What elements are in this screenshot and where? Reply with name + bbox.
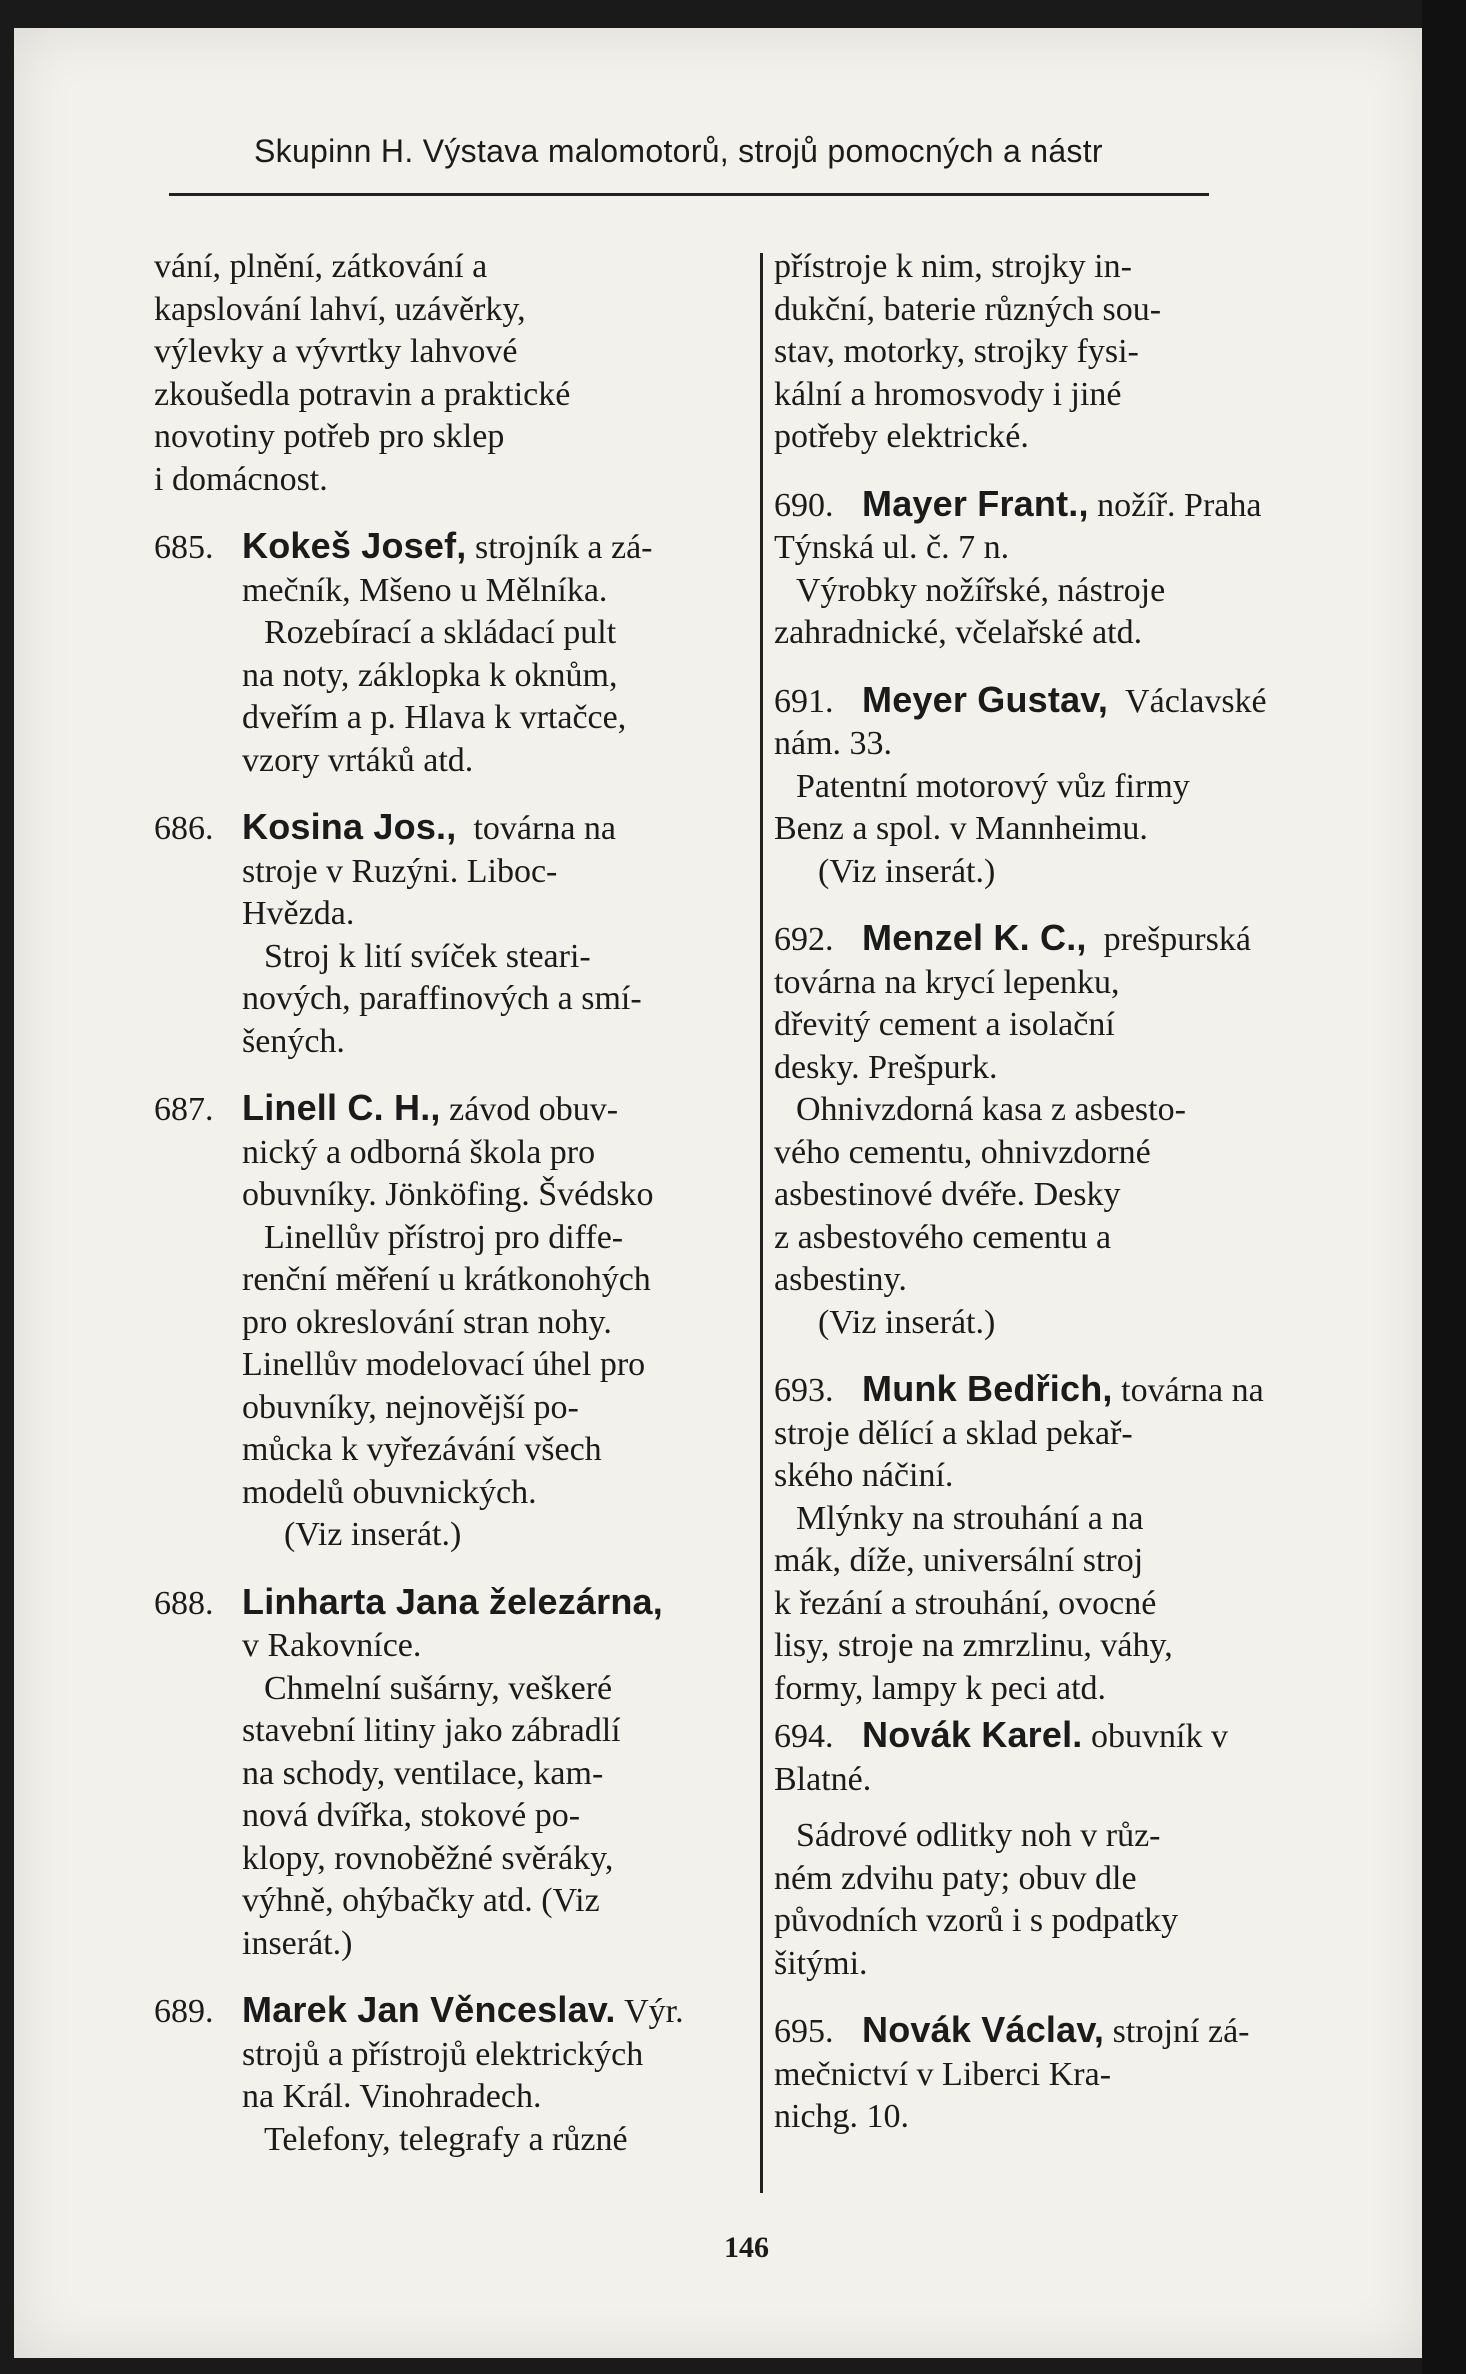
text-line: továrna na	[1121, 1372, 1264, 1409]
entry-number: 695.	[774, 2013, 834, 2050]
exhibitor-name: Menzel K. C.,	[862, 917, 1087, 958]
text-line: stav, motorky, strojky fysi-	[774, 333, 1139, 370]
catalog-entry	[774, 483, 1374, 655]
description-line: inserát.)	[242, 1924, 353, 1962]
continuation-text	[154, 246, 744, 501]
text-line: strojů a přístrojů elektrických	[242, 2035, 644, 2073]
description-line: klopy, rovnoběžné svěráky,	[242, 1839, 614, 1877]
description-line: modelů obuvnických.	[242, 1473, 537, 1511]
catalog-entry	[154, 1087, 744, 1557]
text-line: nožíř. Praha	[1097, 486, 1262, 524]
exhibitor-name: Linharta Jana železárna,	[242, 1580, 663, 1622]
entry-number: 687.	[154, 1091, 214, 1128]
catalog-entry	[154, 1989, 744, 2161]
text-line: nický a odborná škola pro	[242, 1133, 596, 1171]
description-line: Linellův přístroj pro diffe-	[264, 1218, 624, 1256]
description-line: Linellův modelovací úhel pro	[242, 1346, 646, 1383]
text-line: kální a hromosvody i jiné	[774, 375, 1122, 413]
entry-number: 694.	[774, 1718, 834, 1755]
continuation-text	[774, 246, 1374, 459]
see-advert-note: (Viz inserát.)	[818, 1303, 996, 1341]
text-line: nichg. 10.	[774, 2098, 910, 2135]
exhibitor-name: Munk Bedřich,	[862, 1368, 1113, 1409]
description-line: můcka k vyřezávání všech	[242, 1431, 602, 1468]
description-line: obuvníky, nejnovější po-	[242, 1388, 579, 1426]
text-line: stroje v Ruzýni. Liboc-	[242, 852, 558, 890]
catalog-entry	[154, 806, 744, 1063]
catalog-entry	[154, 1581, 744, 1966]
text-line: mečník, Mšeno u Mělníka.	[242, 571, 608, 609]
description-line: na schody, ventilace, kam-	[242, 1754, 604, 1792]
text-line: potřeby elektrické.	[774, 418, 1029, 455]
text-line: Výr.	[624, 1993, 684, 2030]
text-line: strojník a zá-	[475, 529, 653, 566]
exhibitor-name: Mayer Frant.,	[862, 482, 1089, 524]
catalog-entry	[154, 525, 744, 782]
exhibitor-name: Kosina Jos.,	[242, 806, 457, 847]
description-line: asbestinové dvéře. Desky	[774, 1176, 1121, 1213]
text-line: továrna na	[473, 810, 617, 847]
description-line: z asbestového cementu a	[774, 1218, 1112, 1256]
running-head: Skupinn H. Výstava malomotorů, strojů pomocných a nástr	[254, 133, 1103, 169]
exhibitor-name: Marek Jan Věnceslav.	[242, 1989, 616, 2030]
text-line: přístroje k nim, strojky in-	[774, 248, 1132, 285]
description-line: lisy, stroje na zmrzlinu, váhy,	[774, 1627, 1173, 1664]
description-line: nových, paraffinových a smí-	[242, 980, 642, 1017]
entry-number: 685.	[154, 529, 214, 566]
text-line: na Král. Vinohradech.	[242, 2078, 542, 2115]
text-line: vání, plnění, zátkování a	[154, 248, 488, 285]
description-line: Mlýnky na strouhání a na	[796, 1499, 1144, 1537]
exhibitor-name: Meyer Gustav,	[862, 678, 1109, 720]
description-line: Rozebírací a skládací pult	[264, 614, 617, 651]
left-column	[154, 246, 744, 2161]
catalog-entry	[774, 1714, 1374, 1985]
description-line: Patentní motorový vůz firmy	[796, 767, 1190, 805]
text-line: mečnictví v Liberci Kra-	[774, 2055, 1112, 2093]
entry-number: 691.	[774, 682, 834, 720]
description-line: mák, díže, universální stroj	[774, 1542, 1144, 1579]
catalog-entry	[774, 2009, 1374, 2139]
description-line: renční měření u krátkonohých	[242, 1261, 651, 1298]
text-line: dukční, baterie různých sou-	[774, 290, 1162, 328]
exhibitor-name: Linell C. H.,	[242, 1087, 441, 1128]
description-line: dveřím a p. Hlava k vrtačce,	[242, 699, 627, 736]
catalog-entry	[774, 1368, 1374, 1710]
header-rule	[169, 193, 1209, 196]
description-line: Stroj k lití svíček steari-	[264, 937, 591, 975]
text-line: prešpurská	[1103, 921, 1251, 958]
entry-number: 688.	[154, 1584, 214, 1622]
see-advert-note: (Viz inserát.)	[818, 852, 996, 890]
text-line: novotiny potřeb pro sklep	[154, 418, 505, 455]
text-line: desky. Prešpurk.	[774, 1048, 998, 1086]
entry-number: 686.	[154, 810, 214, 847]
text-line: ského náčiní.	[774, 1457, 954, 1494]
description-line: ném zdvihu paty; obuv dle	[774, 1859, 1137, 1897]
entry-number: 690.	[774, 486, 834, 524]
description-line: asbestiny.	[774, 1261, 907, 1298]
text-line: obuvník v	[1091, 1718, 1228, 1755]
text-line: Hvězda.	[242, 895, 355, 932]
scan-border	[1422, 0, 1466, 2374]
text-line: Blatné.	[774, 1760, 872, 1798]
description-line: Sádrové odlitky noh v růz-	[796, 1817, 1161, 1854]
text-line: Václavské	[1125, 682, 1267, 720]
description-line: pro okreslování stran nohy.	[242, 1303, 612, 1341]
right-column	[774, 246, 1374, 2139]
text-line: strojní zá-	[1112, 2013, 1250, 2050]
text-line: závod obuv-	[449, 1091, 619, 1128]
description-line: Telefony, telegrafy a různé	[264, 2120, 628, 2158]
text-line: Týnská ul. č. 7 n.	[774, 529, 1010, 566]
entry-number: 693.	[774, 1372, 834, 1409]
text-line: výlevky a vývrtky lahvové	[154, 333, 518, 370]
description-line: vého cementu, ohnivzdorné	[774, 1133, 1151, 1171]
description-line: původních vzorů i s podpatky	[774, 1902, 1179, 1939]
text-line: v Rakovníce.	[242, 1627, 422, 1664]
see-advert-note: (Viz inserát.)	[284, 1516, 462, 1553]
description-line: Výrobky nožířské, nástroje	[796, 571, 1166, 609]
description-line: k řezání a strouhání, ovocné	[774, 1584, 1157, 1622]
description-line: stavební litiny jako zábradlí	[242, 1712, 621, 1749]
description-line: šitými.	[774, 1944, 868, 1982]
text-line: zkoušedla potravin a praktické	[154, 375, 571, 413]
description-line: zahradnické, včelařské atd.	[774, 614, 1143, 651]
description-line: výhně, ohýbačky atd. (Viz	[242, 1882, 600, 1919]
page-number: 146	[724, 2231, 769, 2264]
description-line: formy, lampy k peci atd.	[774, 1669, 1107, 1707]
exhibitor-name: Kokeš Josef,	[242, 525, 467, 566]
text-line: stroje dělící a sklad pekař-	[774, 1414, 1133, 1452]
entry-number: 689.	[154, 1993, 214, 2030]
description-line: Chmelní sušárny, veškeré	[264, 1669, 613, 1707]
catalog-entry	[774, 679, 1374, 894]
text-line: nám. 33.	[774, 725, 893, 762]
exhibitor-name: Novák Karel.	[862, 1714, 1083, 1755]
description-line: šených.	[242, 1022, 345, 1060]
text-line: továrna na krycí lepenku,	[774, 963, 1120, 1001]
catalog-entry	[774, 917, 1374, 1344]
entry-number: 692.	[774, 921, 834, 958]
column-divider	[760, 253, 763, 2193]
description-line: Ohnivzdorná kasa z asbesto-	[796, 1091, 1186, 1128]
description-line: Benz a spol. v Mannheimu.	[774, 810, 1148, 847]
book-page	[14, 28, 1424, 2358]
description-line: vzory vrtáků atd.	[242, 741, 474, 779]
text-line: dřevitý cement a isolační	[774, 1006, 1115, 1043]
text-line: obuvníky. Jönköfing. Švédsko	[242, 1176, 654, 1213]
text-line: i domácnost.	[154, 460, 328, 498]
description-line: nová dvířka, stokové po-	[242, 1797, 581, 1834]
exhibitor-name: Novák Václav,	[862, 2009, 1105, 2050]
text-line: kapslování lahví, uzávěrky,	[154, 290, 526, 328]
description-line: na noty, záklopka k oknům,	[242, 656, 618, 694]
